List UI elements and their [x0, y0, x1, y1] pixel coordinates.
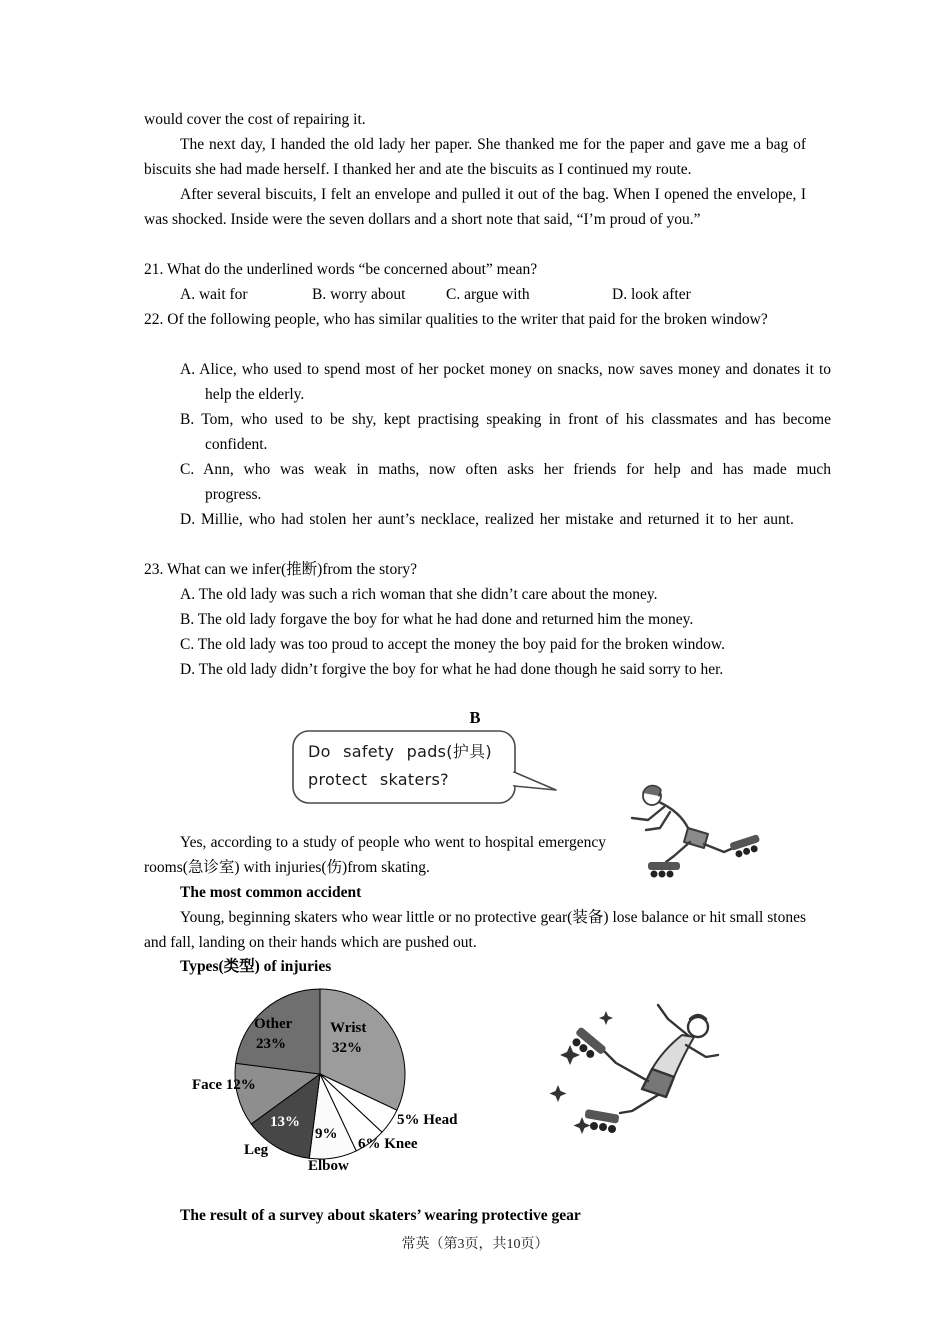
question-21-option-a: A. wait for: [180, 286, 248, 303]
pie-chart-label: Leg: [244, 1142, 269, 1158]
pie-chart-label: Face 12%: [192, 1077, 256, 1093]
question-21-stem: 21. What do the underlined words “be concerned about” mean?: [144, 261, 538, 278]
survey-title: The result of a survey about skaters’ wearing protective gear: [180, 1207, 581, 1224]
question-23-option-a: A. The old lady was such a rich woman that she didn’t care about the money.: [180, 586, 658, 603]
pie-chart-label: 13%: [270, 1114, 300, 1130]
pie-chart-label: Wrist: [330, 1020, 367, 1036]
question-23-option-d: D. The old lady didn’t forgive the boy for what he had done though he said sorry to her.: [180, 661, 724, 678]
question-23-option-c: C. The old lady was too proud to accept the money the boy paid for the broken window.: [180, 636, 725, 653]
injury-pie-svg: [180, 982, 480, 1187]
skater-illustration-falling: [612, 770, 767, 890]
passage-continuation-line: would cover the cost of repairing it.: [144, 111, 366, 128]
sparkle-star-icon: [574, 1117, 591, 1134]
speech-bubble: [290, 728, 580, 818]
speech-bubble-line-2: protect skaters?: [308, 770, 449, 789]
skater-crashed-drawing: [540, 985, 755, 1165]
injury-pie-chart: [180, 982, 480, 1195]
skater-illustration-crashed: [540, 985, 755, 1173]
question-22-option-a: A. Alice, who used to spend most of her pocket money on snacks, now saves money and donates it to help the elderly.: [180, 361, 831, 403]
question-22-option-b: B. Tom, who used to be shy, kept practising speaking in front of his classmates and has become confident.: [180, 411, 831, 453]
skater-falling-drawing: [612, 770, 767, 882]
question-22-option-d: D. Millie, who had stolen her aunt’s necklace, realized her mistake and returned it to her aunt.: [180, 511, 794, 528]
pie-chart-label: Elbow: [308, 1158, 349, 1174]
accident-title: The most common accident: [180, 884, 362, 901]
question-21-option-c: C. argue with: [446, 286, 530, 303]
section-b-heading: B: [469, 708, 481, 727]
passage-paragraph-1: The next day, I handed the old lady her paper. She thanked me for the paper and gave me a bag of biscuits she had made herself. I thanked her and ate the biscuits as I continued my route.: [144, 136, 806, 178]
speech-bubble-line-1: Do safety pads(护具): [308, 742, 492, 761]
question-23-stem: 23. What can we infer(推断)from the story?: [144, 561, 418, 578]
question-21-option-b: B. worry about: [312, 286, 406, 303]
sparkle-star-icon: [550, 1085, 567, 1102]
pie-chart-label: 23%: [256, 1036, 286, 1052]
accident-text: Young, beginning skaters who wear little or no protective gear(装备) lose balance or hit small stones and fall, landing on their hands which are pushed out.: [144, 909, 806, 951]
question-21-options-row: [144, 282, 806, 307]
pie-chart-label: 32%: [332, 1040, 362, 1056]
page-footer: 常英（第3页，共10页）: [401, 1237, 549, 1252]
pie-chart-label: 6% Knee: [358, 1136, 418, 1152]
question-21-option-d: D. look after: [612, 286, 691, 303]
pie-chart-label: 9%: [315, 1126, 338, 1142]
passage-paragraph-2: After several biscuits, I felt an envelope and pulled it out of the bag. When I opened the envelope, I was shocked. Inside were the seven dollars and a short note that said, “I’m proud of you.”: [144, 186, 806, 228]
pie-chart-label: Other: [254, 1016, 293, 1032]
question-23-option-b: B. The old lady forgave the boy for what he had done and returned him the money.: [180, 611, 694, 628]
question-22-stem: 22. Of the following people, who has similar qualities to the writer that paid for the broken window?: [144, 311, 768, 328]
question-22-option-c: C. Ann, who was weak in maths, now often asks her friends for help and has made much progress.: [180, 461, 831, 503]
sparkle-star-icon: [599, 1011, 613, 1025]
pie-chart-label: 5% Head: [397, 1112, 458, 1128]
section-b-intro: Yes, according to a study of people who went to hospital emergency rooms(急诊室) with injuries(伤)from skating.: [144, 834, 606, 876]
types-title: Types(类型) of injuries: [180, 958, 332, 975]
sparkle-star-icon: [560, 1045, 580, 1065]
